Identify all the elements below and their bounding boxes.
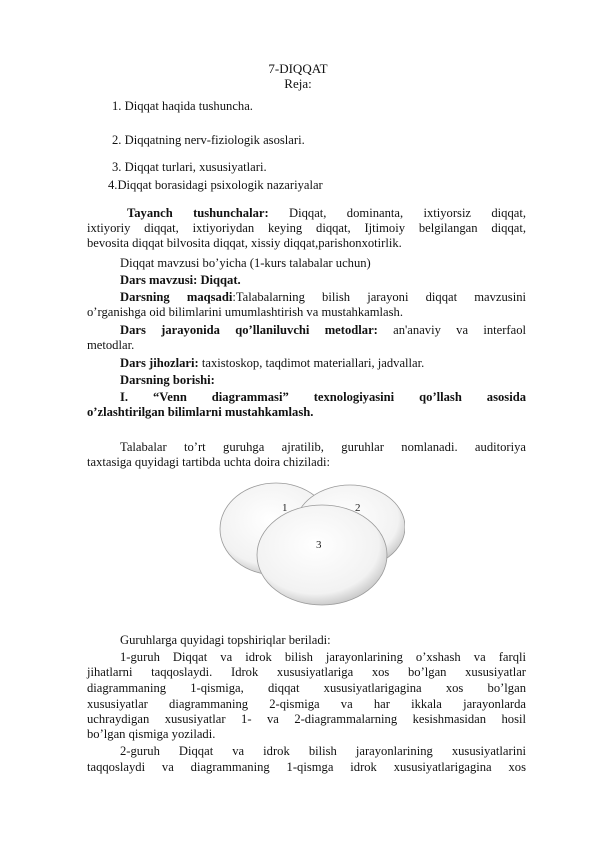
group2-line: 2-guruh Diqqat va idrok bilish jarayonlarining xususiyatlarini xyxy=(120,744,526,758)
group1-line: bo’lgan qismiga yoziladi. xyxy=(87,727,216,741)
venn-diagram xyxy=(205,475,405,625)
plan-item: 4.Diqqat borasidagi psixologik nazariyalar xyxy=(108,178,323,192)
goal-label: Darsning maqsadi xyxy=(120,290,233,304)
keywords-label: Tayanch tushunchalar: xyxy=(127,206,269,220)
equipment-text: taxistoskop, taqdimot materiallari, jadvallar. xyxy=(201,356,425,370)
plan-heading: Reja: xyxy=(284,76,312,91)
equipment-label: Dars jihozlari: xyxy=(120,356,199,370)
goal-line-2: o’rganishga oid bilimlarini umumlashtirish va mustahkamlash. xyxy=(87,305,403,319)
keywords-text: Diqqat, dominanta, ixtiyorsiz diqqat, xyxy=(289,206,526,220)
venn-label-2: 2 xyxy=(355,502,361,514)
keywords-text: bevosita diqqat bilvosita diqqat, xissiy diqqat,parishonxotirlik. xyxy=(87,236,402,250)
goal-text: :Talabalarning bilish jarayoni diqqat mavzusini xyxy=(232,290,527,304)
page-title: 7-DIQQAT xyxy=(268,61,328,76)
keywords-line-3 xyxy=(87,236,402,251)
methods-line-1 xyxy=(87,323,526,338)
methods-text: an'anaviy va interfaol xyxy=(393,323,526,337)
lesson-topic: Dars mavzusi: Diqqat. xyxy=(120,273,241,287)
methods-label: Dars jarayonida qo’llaniluvchi metodlar: xyxy=(120,323,378,337)
venn-circle-3 xyxy=(257,505,387,605)
intro-line-1: Talabalar to’rt guruhga ajratilib, guruhlar nomlanadi. auditoriya xyxy=(120,440,526,454)
progress-label: Darsning borishi: xyxy=(120,373,215,387)
keywords-line-1 xyxy=(87,206,526,221)
section-heading-line-2: o’zlashtirilgan bilimlarni mustahkamlash. xyxy=(87,405,314,419)
group1-line: uchraydigan xususiyatlar 1- va 2-diagrammalarning kesishmasidan hosil xyxy=(87,712,526,726)
intro-line-2: taxtasiga quyidagi tartibda uchta doira chiziladi: xyxy=(87,455,331,469)
section-heading-line-1: I. “Venn diagrammasi” texnologiyasini qo’llash asosida xyxy=(120,390,526,404)
venn-label-3: 3 xyxy=(316,539,322,551)
methods-line-2: metodlar. xyxy=(87,338,135,352)
group1-line: diagrammaning 1-qismiga, diqqat xususiyatlarigagina xos bo’lgan xyxy=(87,681,526,695)
keywords-line-2: ixtiyoriy diqqat, ixtiyoriydan keying diqqat, Ijtimoiy belgilangan diqqat, xyxy=(87,221,526,235)
group1-line: 1-guruh Diqqat va idrok bilish jarayonlarining o’xshash va farqli xyxy=(120,650,526,664)
topic-note: Diqqat mavzusi bo’yicha (1-kurs talabalar uchun) xyxy=(120,256,371,270)
group2-line: taqqoslaydi va diagrammaning 1-qismga idrok xususiyatlarigagina xos xyxy=(87,760,526,774)
plan-item: 3. Diqqat turlari, xususiyatlari. xyxy=(112,160,267,174)
venn-label-1: 1 xyxy=(282,502,288,514)
tasks-intro: Guruhlarga quyidagi topshiriqlar beriladi: xyxy=(120,633,331,647)
group1-line: xususiyatlar diagrammaning 2-qismiga va har ikkala jarayonlarda xyxy=(87,697,526,711)
goal-line-1 xyxy=(87,290,526,305)
plan-item: 2. Diqqatning nerv-fiziologik asoslari. xyxy=(112,133,305,147)
plan-item: 1. Diqqat haqida tushuncha. xyxy=(112,99,253,113)
equipment xyxy=(120,356,424,371)
group1-line: jihatlarni taqqoslaydi. Idrok xususiyatlariga xos bo’lgan xususiyatlar xyxy=(87,665,526,679)
